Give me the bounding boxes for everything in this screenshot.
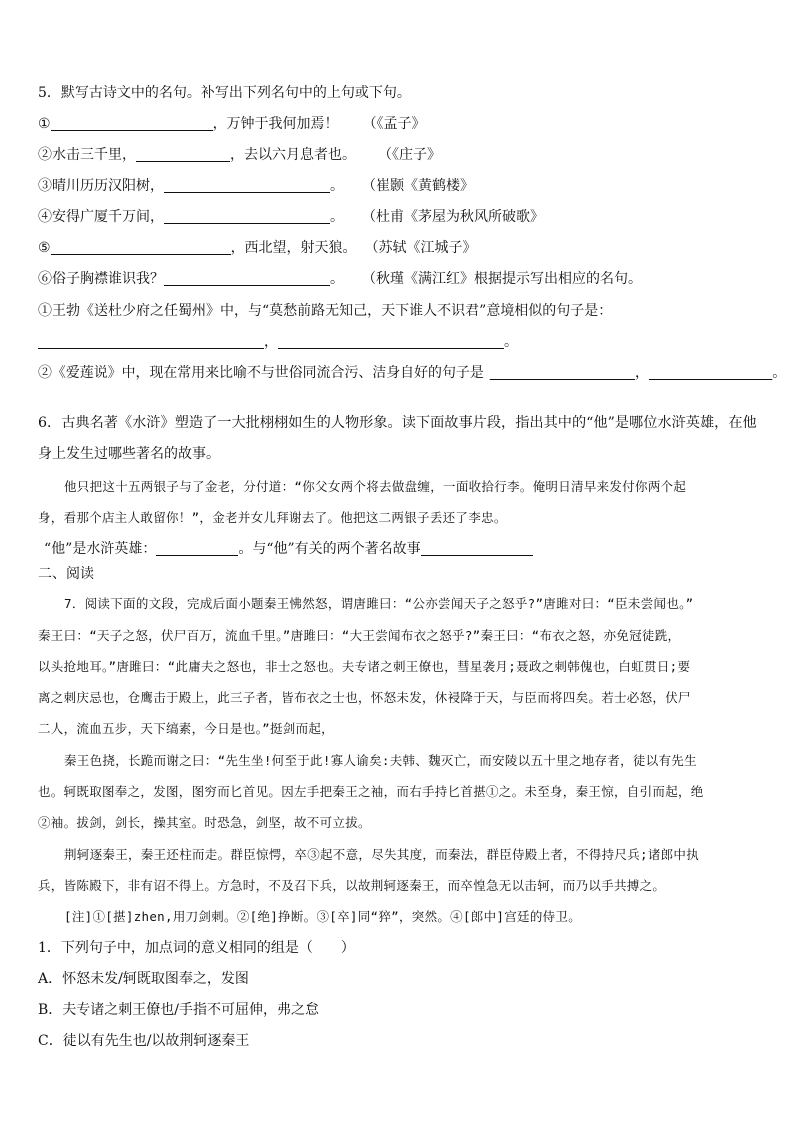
q5-sub2-question: ②《爱莲说》中，现在常用来比喻不与世俗同流合污、洁身自好的句子是 [38, 365, 484, 381]
q5-item-1-pre: ① [38, 116, 51, 132]
q5-item-6-source: （秋瑾《满江红》根据提示写出相应的名句。 [362, 271, 642, 287]
q6-answer-hero-label: “他”是水浒英雄： [44, 541, 157, 557]
q5-item-2-post: ，去以六月息者也。 [230, 147, 356, 163]
q7-option-c[interactable]: C．徒以有先生也/以故荆轲逐秦王 [38, 1033, 250, 1049]
q7-line4: 离之刺庆忌也，仓鹰击于殿上，此三子者，皆布衣之士也，怀怒未发，休祲降于天，与臣而将四矣。若士必怒，伏尸 [38, 690, 691, 705]
q6-hero-blank[interactable] [156, 541, 238, 556]
q6-excerpt-line2: 身，看那个店主人敢留你！”，金老并女儿拜谢去了。他把这二两银子丢还了李忠。 [38, 510, 507, 525]
q5-item-6 [38, 270, 642, 288]
q6-answer-line [44, 540, 533, 558]
q7-para3-line1: 荆轲逐秦王，秦王还柱而走。群臣惊愕，卒③起不意，尽失其度，而秦法，群臣侍殿上者，不得持尺兵;诸郎中执 [64, 847, 700, 862]
q5-item-6-pre: ⑥俗子胸襟谁识我？ [38, 271, 164, 287]
q7-line1 [64, 595, 694, 613]
q5-item-1-source: （《孟子》 [362, 116, 426, 132]
q7-option-b[interactable]: B．夫专诸之刺王僚也/手指不可屈伸，弗之怠 [38, 1002, 320, 1018]
q5-item-4-post: 。 [330, 209, 344, 225]
q5-item-3-source: （崔颢《黄鹤楼》 [362, 178, 474, 194]
q5-item-5 [38, 239, 477, 257]
q5-item-3 [38, 177, 474, 195]
q5-item-3-blank[interactable] [164, 178, 330, 193]
q5-item-4-blank[interactable] [164, 209, 330, 224]
q7-option-a[interactable]: A．怀怒未发/轲既取图奉之，发图 [38, 971, 249, 987]
q5-item-3-pre: ③晴川历历汉阳树， [38, 178, 164, 194]
q5-title: 5．默写古诗文中的名句。补写出下列名句中的上句或下句。 [38, 85, 411, 101]
q5-item-6-post: 。 [330, 271, 344, 287]
q5-sub2-blank-2[interactable] [649, 365, 772, 380]
q5-item-1 [38, 115, 426, 133]
q5-sub1-question: ①王勃《送杜少府之任蜀州》中，与“莫愁前路无知己，天下谁人不识君”意境相似的句子是： [38, 303, 613, 319]
q5-item-2-source: （《庄子》 [378, 147, 441, 163]
q5-sub2-sep: ， [635, 365, 649, 381]
q5-sub1-blank-2[interactable] [278, 334, 504, 349]
q5-item-5-post: ，西北望，射天狼。 [230, 240, 357, 256]
q5-item-2-blank[interactable] [136, 147, 230, 162]
q5-item-5-blank[interactable] [51, 240, 231, 255]
q5-item-4-source: （杜甫《茅屋为秋风所破歌》 [362, 209, 544, 225]
q5-item-6-blank[interactable] [164, 271, 330, 286]
q5-sub1-answer [38, 333, 518, 351]
q5-item-5-source: （苏轼《江城子》 [364, 240, 477, 256]
q6-answer-story-label: 。与“他”有关的两个著名故事 [238, 541, 421, 557]
q7-para3-line2: 兵，皆陈殿下，非有诏不得上。方急时，不及召下兵，以故荆轲逐秦王，而卒惶急无以击轲，而乃以手共搏之。 [38, 878, 666, 893]
q5-item-1-post: ，万钟于我何加焉！ [212, 116, 339, 132]
q5-item-5-pre: ⑤ [38, 240, 51, 256]
q6-title-line2: 身上发生过哪些著名的故事。 [38, 446, 220, 462]
q5-item-4 [38, 208, 544, 226]
q5-sub1-end: 。 [504, 334, 518, 350]
q7-line5: 二人，流血五步，天下缟素，今日是也。”挺剑而起， [38, 721, 334, 736]
q5-sub2-blank-1[interactable] [490, 365, 635, 380]
q7-sub-question: 1．下列句子中，加点词的意义相同的组是（ ） [38, 940, 355, 956]
q6-excerpt-line1: 他只把这十五两银子与了金老，分付道：“你父女两个将去做盘缠，一面收拾行李。俺明日清早来发付你两个起 [64, 479, 687, 494]
q5-item-3-post: 。 [330, 178, 344, 194]
q7-line3: 以头抢地耳。”唐雎曰：“此庸夫之怒也，非士之怒也。夫专诸之刺王僚也，彗星袭月;聂政之刺韩傀也，白虹贯日;要 [38, 659, 691, 674]
q7-note: [注]①[揕]zhen,用刀剑刺。②[绝]挣断。③[卒]同“猝”，突然。④[郎中]宫廷的侍卫。 [64, 909, 582, 924]
q5-sub1-sep: ， [264, 334, 278, 350]
q6-story-blank[interactable] [421, 541, 533, 556]
q7-para2-line1: 秦王色挠，长跪而谢之曰：“先生坐!何至于此!寡人谕矣:夫韩、魏灭亡，而安陵以五十里之地存者，徒以有先生 [64, 753, 697, 768]
q5-item-2-pre: ②水击三千里， [38, 147, 136, 163]
q5-sub2-end: 。 [772, 365, 787, 381]
section-reading-heading: 二、阅读 [38, 566, 94, 582]
q7-para2-line2: 也。轲既取图奉之，发图，图穷而匕首见。因左手把秦王之袖，而右手持匕首揕①之。未至身，秦王惊，自引而起，绝 [38, 784, 704, 799]
q5-item-4-pre: ④安得广厦千万间， [38, 209, 164, 225]
q7-line1-text: 7．阅读下面的文段，完成后面小题秦王怫然怒，谓唐雎曰：“公亦尝闻天子之怒乎?”唐雎对曰：“臣未尝闻也。” [64, 596, 694, 611]
q5-item-1-blank[interactable] [51, 116, 213, 131]
q7-line2: 秦王曰：“天子之怒，伏尸百万，流血千里。”唐雎曰：“大王尝闻布衣之怒乎?”秦王曰：“布衣之怒，亦免冠徒跣， [38, 628, 681, 643]
q5-item-2 [38, 146, 441, 164]
q6-title-line1: 6．古典名著《水浒》塑造了一大批栩栩如生的人物形象。读下面故事片段，指出其中的“他”是哪位水浒英雄，在他 [38, 415, 757, 431]
q5-sub1-blank-1[interactable] [38, 334, 264, 349]
q5-sub2 [38, 364, 786, 382]
q7-para2-line3: ②袖。拔剑，剑长，操其室。时恐急，剑坚，故不可立拔。 [38, 815, 371, 830]
